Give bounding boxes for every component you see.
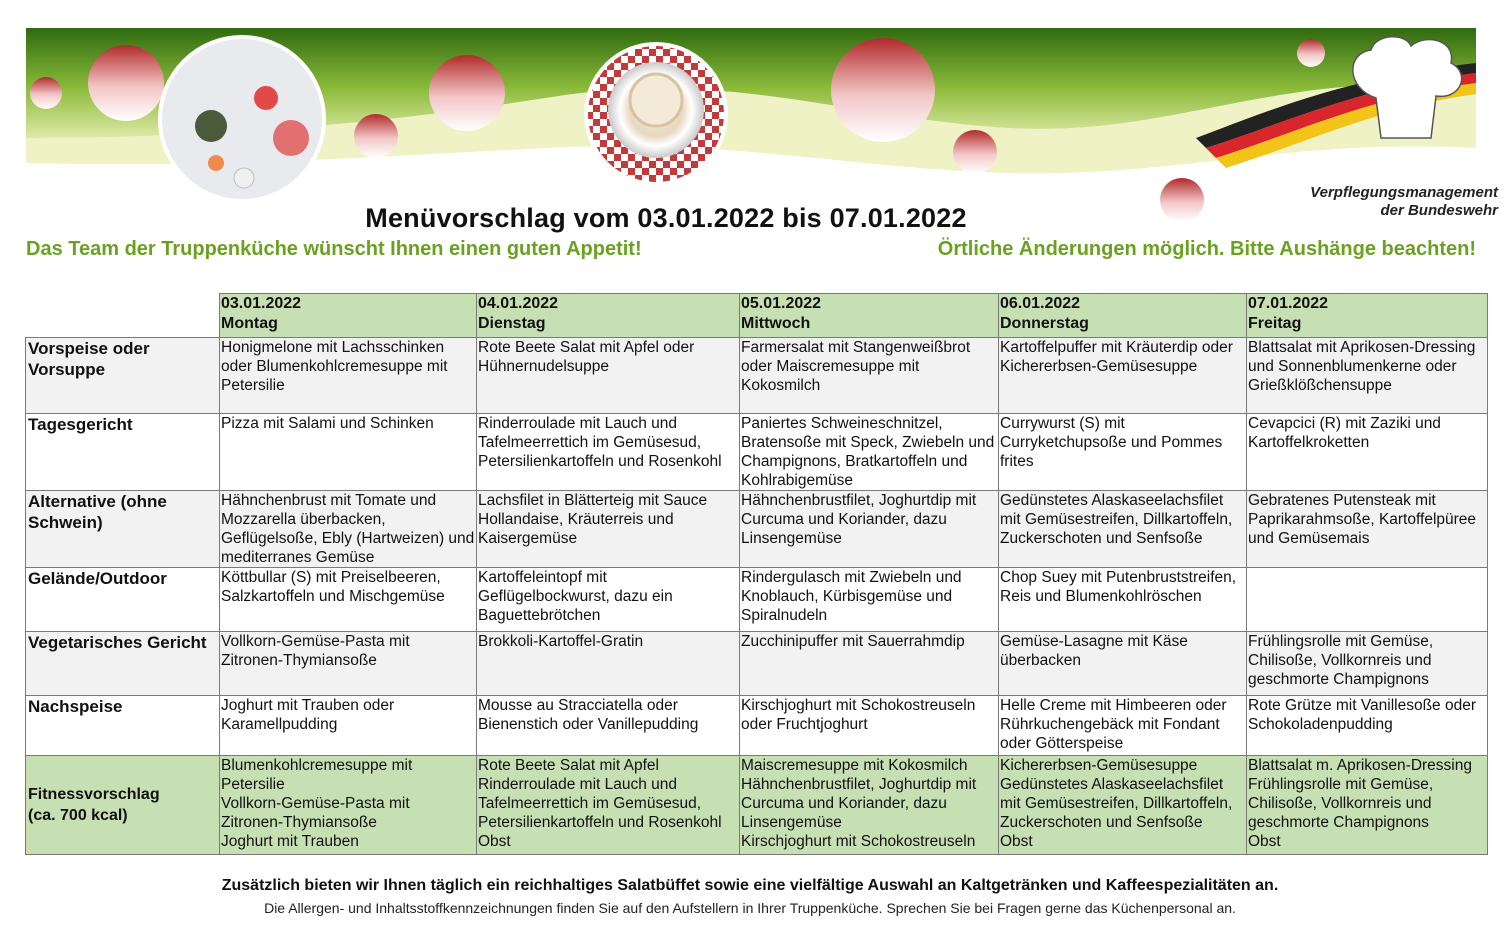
- menu-cell: Farmersalat mit Stangenweißbrot oder Maiscremesuppe mit Kokosmilch: [740, 338, 999, 414]
- day-name: Montag: [221, 315, 278, 332]
- menu-cell: Kartoffelpuffer mit Kräuterdip oder Kichererbsen-Gemüsesuppe: [999, 338, 1247, 414]
- day-date: 05.01.2022: [741, 295, 822, 312]
- corner-cell: [26, 294, 220, 338]
- menu-cell: Rindergulasch mit Zwiebeln und Knoblauch, Kürbisgemüse und Spiralnudeln: [740, 568, 999, 632]
- row-label: Nachspeise: [26, 696, 220, 756]
- menu-cell: Zucchinipuffer mit Sauerrahmdip: [740, 632, 999, 696]
- fitness-cell: [477, 756, 740, 855]
- day-header: [220, 294, 477, 338]
- footer-note: Zusätzlich bieten wir Ihnen täglich ein reichhaltiges Salatbüffet sowie eine vielfältige Auswahl an Kaltgetränken und Kaffeespezialitäten an.: [221, 877, 1279, 894]
- menu-cell: Frühlingsrolle mit Gemüse, Chilisoße, Vollkornreis und geschmorte Champignons: [1247, 632, 1488, 696]
- table-row: [26, 338, 1488, 414]
- fitness-cell: [740, 756, 999, 855]
- menu-cell: Rote Beete Salat mit Apfel oder Hühnernudelsuppe: [477, 338, 740, 414]
- day-date: 07.01.2022: [1248, 295, 1329, 312]
- menu-cell: Cevapcici (R) mit Zaziki und Kartoffelkroketten: [1247, 414, 1488, 491]
- fitness-item: Maiscremesuppe mit Kokosmilch: [741, 757, 968, 774]
- menu-cell: Blattsalat mit Aprikosen-Dressing und Sonnenblumenkerne oder Grießklößchensuppe: [1247, 338, 1488, 414]
- fitness-item: Hähnchenbrustfilet, Joghurtdip mit Curcuma und Koriander, dazu Linsengemüse: [741, 776, 977, 831]
- menu-cell: Brokkoli-Kartoffel-Gratin: [477, 632, 740, 696]
- menu-cell: Kartoffeleintopf mit Geflügelbockwurst, dazu ein Baguettebrötchen: [477, 568, 740, 632]
- page-title: Menüvorschlag vom 03.01.2022 bis 07.01.2022: [365, 203, 967, 233]
- row-label: Gelände/Outdoor: [26, 568, 220, 632]
- menu-table: [25, 293, 1488, 855]
- fitness-item: Obst: [1248, 833, 1281, 850]
- menu-cell: Currywurst (S) mit Curryketchupsoße und Pommes frites: [999, 414, 1247, 491]
- day-header: [477, 294, 740, 338]
- day-header: [740, 294, 999, 338]
- row-label: Vorspeise oder Vorsuppe: [26, 338, 220, 414]
- day-name: Freitag: [1248, 315, 1302, 332]
- menu-cell: Gemüse-Lasagne mit Käse überbacken: [999, 632, 1247, 696]
- menu-cell: Gebratenes Putensteak mit Paprikarahmsoße, Kartoffelpüree und Gemüsemais: [1247, 491, 1488, 568]
- menu-cell: Hähnchenbrustfilet, Joghurtdip mit Curcuma und Koriander, dazu Linsengemüse: [740, 491, 999, 568]
- header-banner: [26, 28, 1498, 233]
- fitness-item: Joghurt mit Trauben: [221, 833, 359, 850]
- day-header: [999, 294, 1247, 338]
- day-date: 06.01.2022: [1000, 295, 1081, 312]
- menu-cell: Lachsfilet in Blätterteig mit Sauce Hollandaise, Kräuterreis und Kaisergemüse: [477, 491, 740, 568]
- day-name: Donnerstag: [1000, 315, 1089, 332]
- table-row: [26, 491, 1488, 568]
- menu-cell: Rote Grütze mit Vanillesoße oder Schokoladenpudding: [1247, 696, 1488, 756]
- day-header-row: [26, 294, 1488, 338]
- menu-cell: Joghurt mit Trauben oder Karamellpudding: [220, 696, 477, 756]
- row-label: Vegetarisches Gericht: [26, 632, 220, 696]
- greeting-left: Das Team der Truppenküche wünscht Ihnen einen guten Appetit!: [26, 238, 642, 260]
- menu-cell: Hähnchenbrust mit Tomate und Mozzarella überbacken, Geflügelsoße, Ebly (Hartweizen) und mediterranes Gemüse: [220, 491, 477, 568]
- fitness-item: Vollkorn-Gemüse-Pasta mit Zitronen-Thymiansoße: [221, 795, 410, 831]
- menu-cell: Helle Creme mit Himbeeren oder Rührkuchengebäck mit Fondant oder Götterspeise: [999, 696, 1247, 756]
- menu-cell: Chop Suey mit Putenbruststreifen, Reis und Blumenkohlröschen: [999, 568, 1247, 632]
- menu-cell: Paniertes Schweineschnitzel, Bratensoße mit Speck, Zwiebeln und Champignons, Bratkartoffeln und Kohlrabigemüse: [740, 414, 999, 491]
- menu-cell: Mousse au Stracciatella oder Bienenstich oder Vanillepudding: [477, 696, 740, 756]
- table-row: [26, 632, 1488, 696]
- fitness-item: Obst: [478, 833, 511, 850]
- fitness-item: Gedünstetes Alaskaseelachsfilet mit Gemüsestreifen, Dillkartoffeln, Zuckerschoten und Senfsoße: [1000, 776, 1233, 831]
- allergen-note: Die Allergen- und Inhaltsstoffkennzeichnungen finden Sie auf den Aufstellern in Ihrer Truppenküche. Sprechen Sie bei Fragen gerne das Küchenpersonal an.: [264, 900, 1236, 916]
- day-date: 03.01.2022: [221, 295, 302, 312]
- day-header: [1247, 294, 1488, 338]
- fitness-item: Rinderroulade mit Lauch und Tafelmeerrettich im Gemüsesud, Petersilienkartoffeln und Rosenkohl: [478, 776, 722, 831]
- org-line-2: der Bundeswehr: [1380, 202, 1498, 219]
- row-label: Tagesgericht: [26, 414, 220, 491]
- fitness-item: Obst: [1000, 833, 1033, 850]
- fitness-cell: [1247, 756, 1488, 855]
- menu-cell: [1247, 568, 1488, 632]
- fitness-item: Kirschjoghurt mit Schokostreuseln: [741, 833, 976, 850]
- fitness-label-line: (ca. 700 kcal): [28, 807, 128, 824]
- menu-cell: Pizza mit Salami und Schinken: [220, 414, 477, 491]
- fitness-row: [26, 756, 1488, 855]
- fitness-item: Blumenkohlcremesuppe mit Petersilie: [221, 757, 413, 793]
- fitness-label-line: Fitnessvorschlag: [28, 786, 160, 803]
- organization-name: [1258, 184, 1498, 220]
- table-row: [26, 696, 1488, 756]
- menu-cell: Kirschjoghurt mit Schokostreuseln oder Fruchtjoghurt: [740, 696, 999, 756]
- fitness-item: Kichererbsen-Gemüsesuppe: [1000, 757, 1198, 774]
- day-date: 04.01.2022: [478, 295, 559, 312]
- table-row: [26, 414, 1488, 491]
- fitness-item: Rote Beete Salat mit Apfel: [478, 757, 659, 774]
- row-label: Alternative (ohne Schwein): [26, 491, 220, 568]
- menu-cell: Vollkorn-Gemüse-Pasta mit Zitronen-Thymiansoße: [220, 632, 477, 696]
- menu-cell: Honigmelone mit Lachsschinken oder Blumenkohlcremesuppe mit Petersilie: [220, 338, 477, 414]
- greeting-right: Örtliche Änderungen möglich. Bitte Aushänge beachten!: [937, 238, 1476, 260]
- menu-cell: Rinderroulade mit Lauch und Tafelmeerrettich im Gemüsesud, Petersilienkartoffeln und Rosenkohl: [477, 414, 740, 491]
- menu-cell: Gedünstetes Alaskaseelachsfilet mit Gemüsestreifen, Dillkartoffeln, Zuckerschoten und Senfsoße: [999, 491, 1247, 568]
- day-name: Mittwoch: [741, 315, 811, 332]
- table-row: [26, 568, 1488, 632]
- fitness-item: Frühlingsrolle mit Gemüse, Chilisoße, Vollkornreis und geschmorte Champignons: [1248, 776, 1434, 831]
- fitness-label: [26, 756, 220, 855]
- org-line-1: Verpflegungsmanagement: [1310, 184, 1498, 201]
- fitness-item: Blattsalat m. Aprikosen-Dressing: [1248, 757, 1472, 774]
- day-name: Dienstag: [478, 315, 546, 332]
- menu-cell: Köttbullar (S) mit Preiselbeeren, Salzkartoffeln und Mischgemüse: [220, 568, 477, 632]
- fitness-cell: [999, 756, 1247, 855]
- fitness-cell: [220, 756, 477, 855]
